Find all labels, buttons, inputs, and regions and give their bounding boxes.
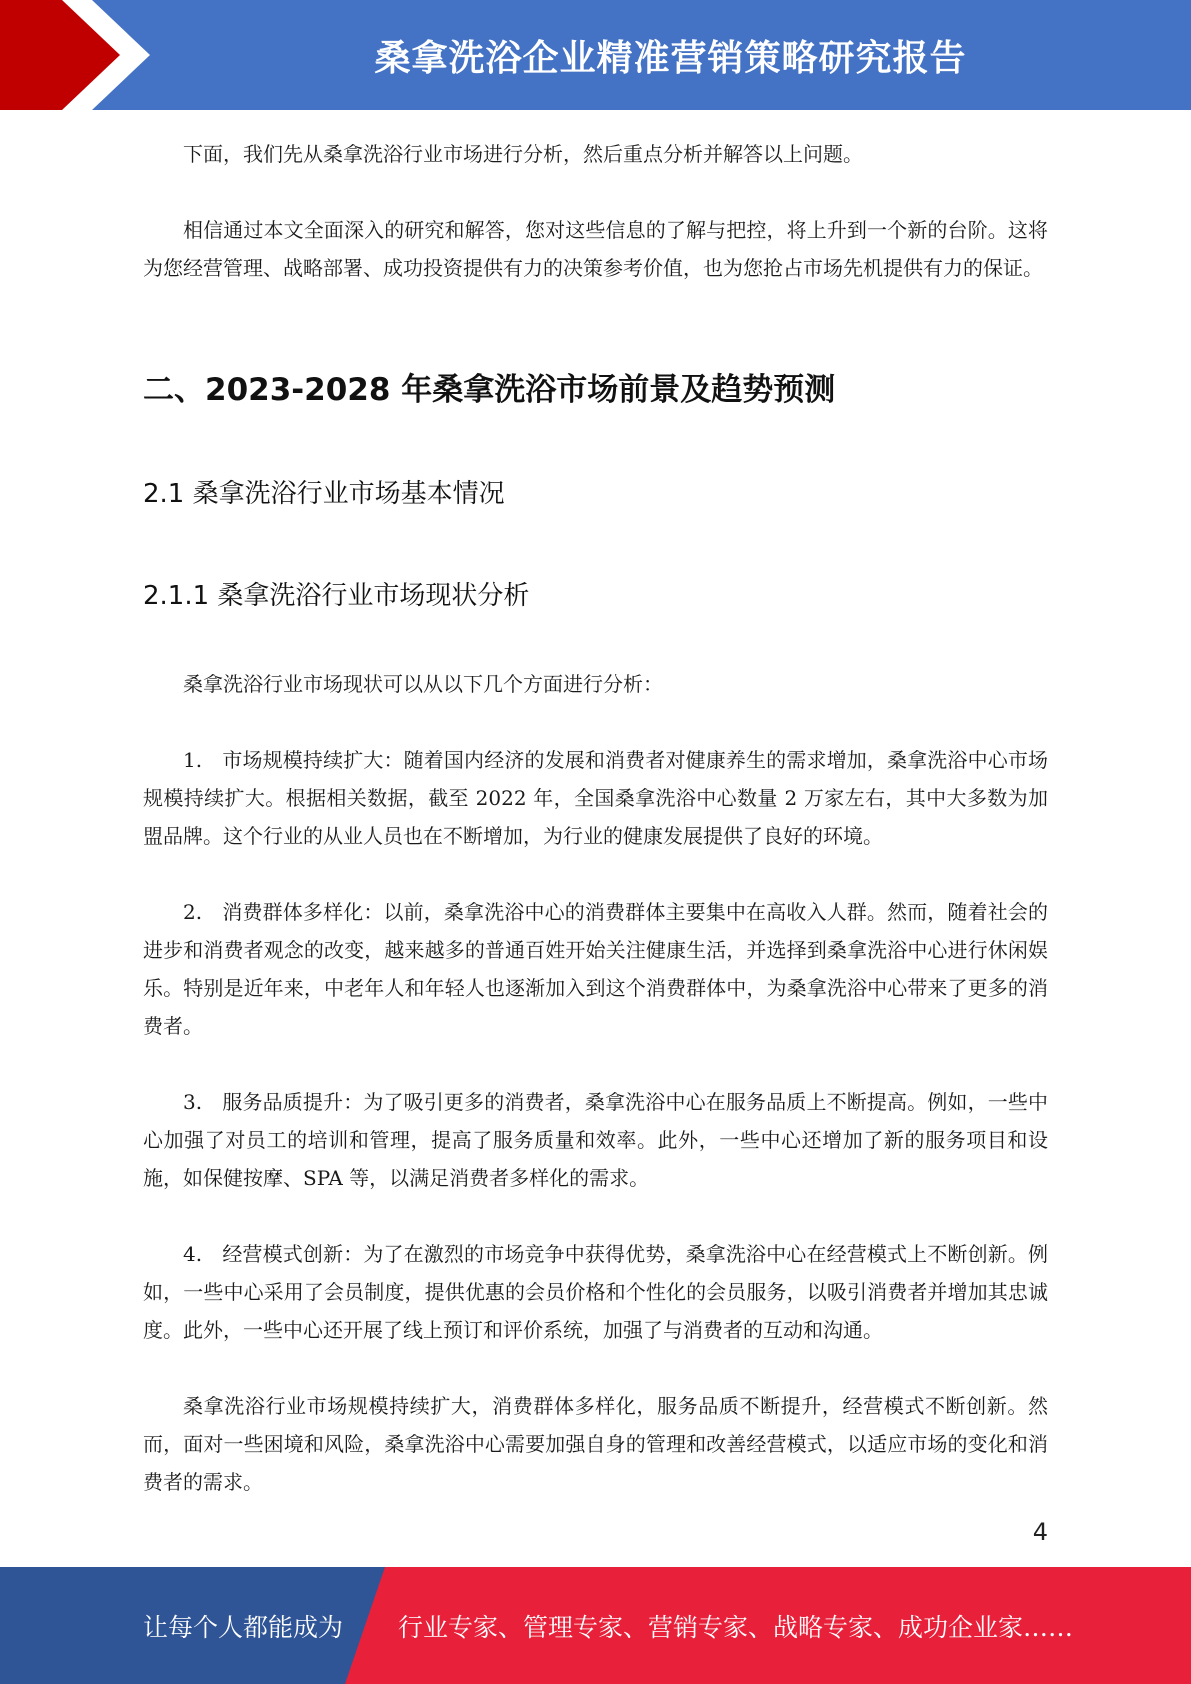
footer-slogan-left: 让每个人都能成为: [143, 1612, 344, 1642]
sub-heading: 2.1 桑拿洗浴行业市场基本情况: [143, 479, 505, 509]
list-item: 4. 经营模式创新：为了在激烈的市场竞争中获得优势，桑拿洗浴中心在经营模式上不断创新。例如，一些中心采用了会员制度，提供优惠的会员价格和个性化的会员服务，以吸引消费者并增加其忠诚度。此外，一些中心还开展了线上预订和评价系统，加强了与消费者的互动和沟通。: [143, 1242, 1048, 1342]
list-item: 2. 消费群体多样化：以前，桑拿洗浴中心的消费群体主要集中在高收入人群。然而，随着社会的进步和消费者观念的改变，越来越多的普通百姓开始关注健康生活，并选择到桑拿洗浴中心进行休闲娱乐。特别是近年来，中老年人和年轻人也逐渐加入到这个消费群体中，为桑拿洗浴中心带来了更多的消费者。: [143, 900, 1048, 1038]
page-header: [0, 0, 1191, 110]
section-heading: 二、2023-2028 年桑拿洗浴市场前景及趋势预测: [143, 372, 836, 408]
header-arrow-graphic: [0, 0, 160, 110]
intro-paragraph-1: 下面，我们先从桑拿洗浴行业市场进行分析，然后重点分析并解答以上问题。: [183, 142, 863, 166]
page-footer: [0, 1567, 1191, 1684]
sub-sub-heading: 2.1.1 桑拿洗浴行业市场现状分析: [143, 581, 530, 611]
list-item: 1. 市场规模持续扩大：随着国内经济的发展和消费者对健康养生的需求增加，桑拿洗浴中心市场规模持续扩大。根据相关数据，截至 2022 年，全国桑拿洗浴中心数量 2 万家左右，其中大多数为加盟品牌。这个行业的从业人员也在不断增加，为行业的健康发展提供了良好的环境。: [143, 748, 1048, 848]
header-title: 桑拿洗浴企业精准营销策略研究报告: [374, 37, 967, 79]
footer-slogan-right: 行业专家、管理专家、营销专家、战略专家、成功企业家……: [398, 1612, 1074, 1642]
list-item: 3. 服务品质提升：为了吸引更多的消费者，桑拿洗浴中心在服务品质上不断提高。例如，一些中心加强了对员工的培训和管理，提高了服务质量和效率。此外，一些中心还增加了新的服务项目和设施，如保健按摩、SPA 等，以满足消费者多样化的需求。: [143, 1090, 1048, 1190]
summary-paragraph: 桑拿洗浴行业市场规模持续扩大，消费群体多样化，服务品质不断提升，经营模式不断创新。然而，面对一些困境和风险，桑拿洗浴中心需要加强自身的管理和改善经营模式，以适应市场的变化和消费者的需求。: [143, 1394, 1048, 1494]
intro-paragraph-2: 相信通过本文全面深入的研究和解答，您对这些信息的了解与把控，将上升到一个新的台阶。这将为您经营管理、战略部署、成功投资提供有力的决策参考价值，也为您抢占市场先机提供有力的保证。: [143, 218, 1048, 280]
page-number: 4: [1032, 1518, 1048, 1546]
lead-paragraph: 桑拿洗浴行业市场现状可以从以下几个方面进行分析：: [183, 672, 663, 696]
